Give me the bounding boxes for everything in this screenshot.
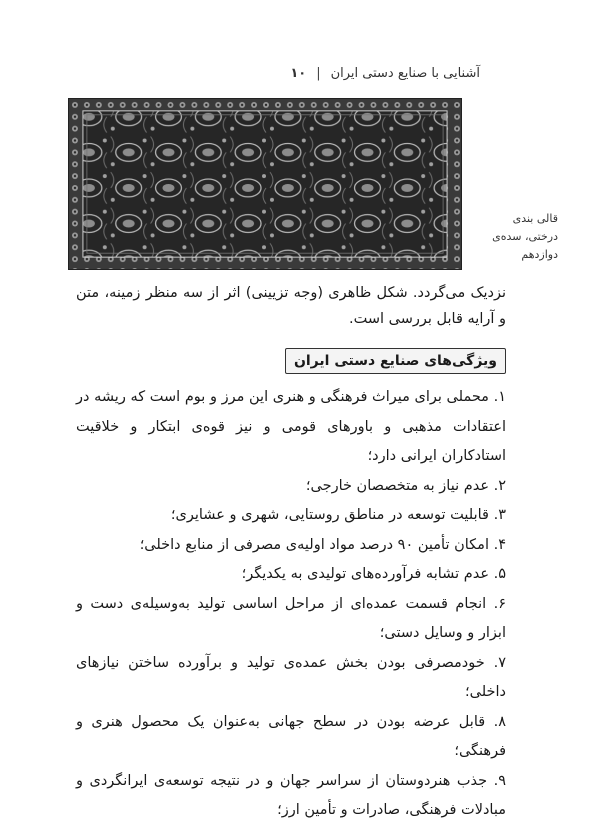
section-heading: ویژگی‌های صنایع دستی ایران xyxy=(285,348,506,374)
caption-line: قالی بندی xyxy=(512,212,558,225)
features-list xyxy=(76,383,506,826)
figure-caption xyxy=(478,210,558,264)
intro-paragraph xyxy=(76,280,506,332)
carpet-photo xyxy=(68,98,462,270)
list-item: ۸. قابل عرضه بودن در سطح جهانی به‌عنوان یک محصول هنری و فرهنگی؛ xyxy=(76,713,506,759)
page-number: ۱۰ xyxy=(290,66,307,81)
list-item: ۷. خودمصرفی بودن بخش عمده‌ی تولید و برآورده ساختن نیازهای داخلی؛ xyxy=(76,654,506,700)
intro-text: نزدیک می‌گردد. شکل ظاهری (وجه تزیینی) اثر از سه منظر زمینه، متن و آرایه قابل بررسی است. xyxy=(76,285,506,327)
list-item: ۹. جذب هنردوستان از سراسر جهان و در نتیجه توسعه‌ی ایرانگردی و مبادلات فرهنگی، صادرات و تأمین ارز؛ xyxy=(76,772,506,818)
list-item: ۵. عدم تشابه فرآورده‌های تولیدی به یکدیگر؛ xyxy=(241,566,506,582)
header-separator: | xyxy=(316,66,321,81)
list-item: ۴. امکان تأمین ۹۰ درصد مواد اولیه‌ی مصرفی از منابع داخلی؛ xyxy=(139,536,506,553)
list-item: ۳. قابلیت توسعه در مناطق روستایی، شهری و عشایری؛ xyxy=(170,507,506,523)
book-title: آشنایی با صنایع دستی ایران xyxy=(330,66,480,81)
list-item: ۲. عدم نیاز به متخصصان خارجی؛ xyxy=(305,477,506,494)
running-header xyxy=(100,66,480,81)
caption-line: دوازدهم xyxy=(521,248,558,261)
list-item: ۶. انجام قسمت عمده‌ای از مراحل اساسی تولید به‌وسیله‌ی دست و ابزار و وسایل دستی؛ xyxy=(76,595,506,641)
list-item: ۱. محملی برای میراث فرهنگی و هنری این مرز و بوم است که ریشه در اعتقادات مذهبی و باورهای قومی و نیز قوه‌ی ابتکار و خلاقیت استادکاران ایرانی دارد؛ xyxy=(76,389,506,464)
caption-line: درختی، سده‌ی xyxy=(492,230,558,243)
